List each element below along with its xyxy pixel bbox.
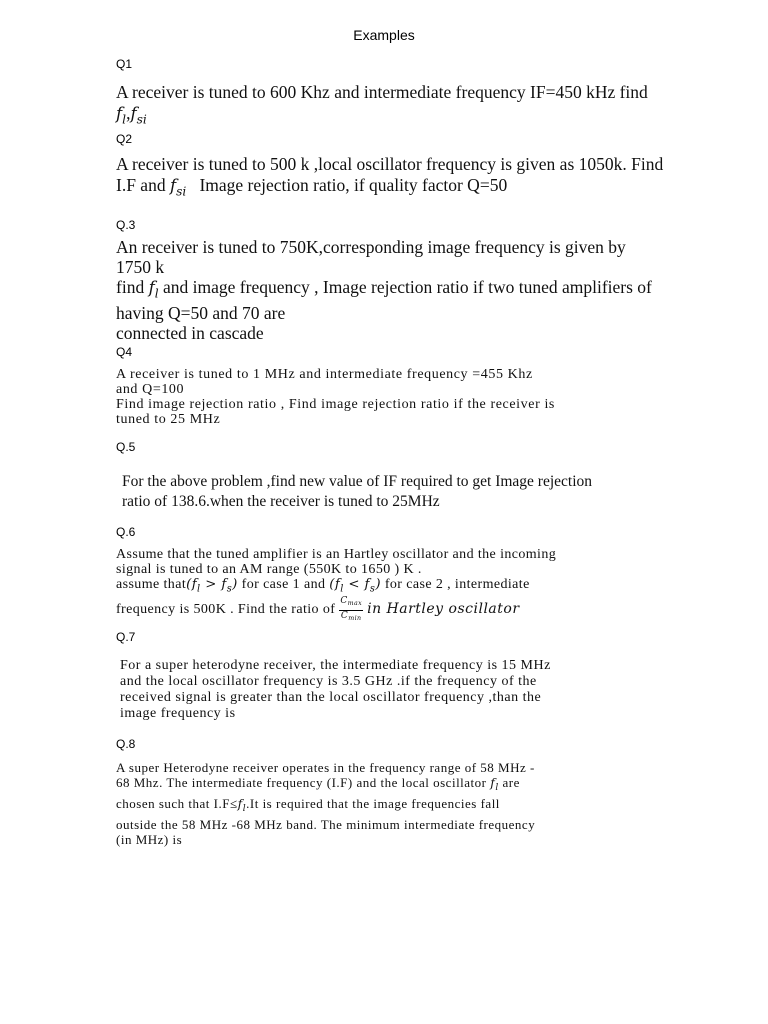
q8-line-5: (in MHz) is: [116, 832, 183, 848]
q3-line-3: find $f_l$ and image frequency , Image rejection ratio if two tuned amplifiers of: [116, 277, 652, 301]
q7-line-3: received signal is greater than the local oscillator frequency ,than the: [120, 690, 542, 705]
q3-line-5: connected in cascade: [116, 323, 264, 344]
question-label-q5: Q.5: [116, 440, 136, 454]
question-text-q8: [116, 760, 696, 847]
question-label-q7: Q.7: [116, 630, 136, 644]
q3-line-2: 1750 k: [116, 257, 165, 277]
q6-line-1: Assume that the tuned amplifier is an Hartley oscillator and the incoming: [116, 547, 557, 562]
q8-line-1: A super Heterodyne receiver operates in the frequency range of 58 MHz -: [116, 760, 535, 775]
q8-line-4: outside the 58 MHz -68 MHz band. The minimum intermediate frequency: [116, 817, 536, 833]
q5-line-2: ratio of 138.6.when the receiver is tuned to 25MHz: [122, 493, 440, 510]
q5-line-1: For the above problem ,find new value of IF required to get Image rejection: [122, 473, 593, 490]
q2-line-2: I.F and $f_{si}$ Image rejection ratio, if quality factor Q=50: [116, 175, 508, 199]
q3-line-1: An receiver is tuned to 750K,corresponding image frequency is given by: [116, 237, 626, 257]
capacitance-ratio-fraction: $\frac{C_{max}}{C_{min}}$: [340, 596, 363, 622]
q4-line-1: A receiver is tuned to 1 MHz and intermediate frequency =455 Khz: [116, 367, 533, 382]
question-label-q6: Q.6: [116, 525, 136, 539]
q4-line-3: Find image rejection ratio , Find image rejection ratio if the receiver is: [116, 397, 555, 412]
question-label-q8: Q.8: [116, 737, 136, 751]
q6-line-3: assume $that(f_l > f_s)$ for case 1 and $(f_l < f_s)$ for case 2 , intermediate: [116, 577, 530, 595]
q7-line-4: image frequency is: [120, 706, 236, 721]
q4-line-2: and Q=100: [116, 382, 185, 397]
question-label-q3: Q.3: [116, 218, 136, 232]
q6-line-4: frequency is 500K . Find the ratio of $\frac{C_{max}}{C_{min}}$ in Hartley oscillator: [116, 596, 520, 622]
q8-line-2: 68 Mhz. The intermediate frequency (I.F) and the local oscillator $f_l$ are: [116, 775, 520, 794]
q4-line-4: tuned to 25 MHz: [116, 412, 221, 427]
q3-line-4: having Q=50 and 70 are: [116, 303, 286, 324]
q6-line-2: signal is tuned to an AM range (550K to 1650 ) K .: [116, 562, 422, 577]
question-label-q2: Q2: [116, 132, 133, 146]
q7-line-1: For a super heterodyne receiver, the intermediate frequency is 15 MHz: [120, 658, 551, 673]
question-text-q4: [116, 367, 696, 427]
question-text-q6: [116, 547, 706, 624]
question-text-q5: [122, 472, 702, 512]
page-title: Examples: [353, 27, 415, 43]
question-label-q4: Q4: [116, 345, 133, 359]
q7-line-2: and the local oscillator frequency is 3.5 GHz .if the frequency of the: [120, 674, 537, 689]
question-text-q1: [116, 82, 716, 130]
q2-line-1: A receiver is tuned to 500 k ,local oscillator frequency is given as 1050k. Find: [116, 154, 664, 174]
q8-line-3: chosen such that $I.F\le f_l.It$ is required that the image frequencies fall: [116, 796, 500, 815]
question-text-q3: [116, 237, 716, 343]
question-text-q2: [116, 154, 716, 202]
question-label-q1: Q1: [116, 57, 133, 71]
q1-line-1: A receiver is tuned to 600 Khz and intermediate frequency IF=450 kHz find: [116, 82, 648, 102]
question-text-q7: [120, 658, 710, 722]
q1-math-line: $f_l,f_{si}$: [116, 103, 147, 127]
